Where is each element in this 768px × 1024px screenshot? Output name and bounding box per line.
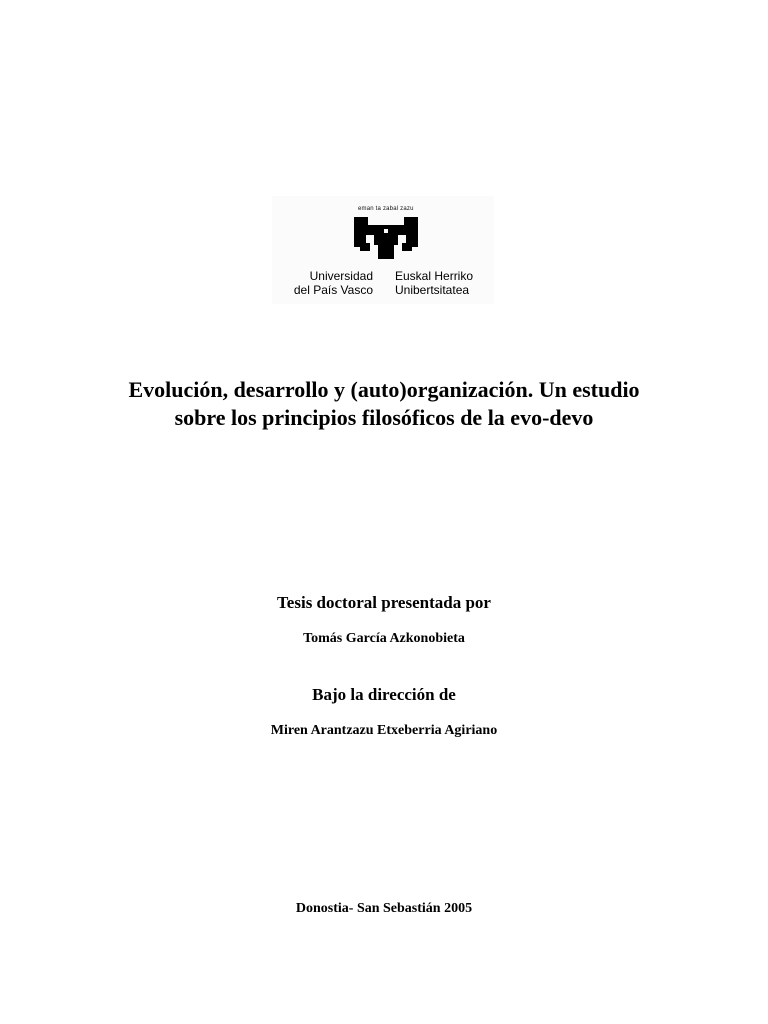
- place-and-date: Donostia- San Sebastián 2005: [295, 901, 473, 916]
- logo-name-spanish: [283, 269, 373, 297]
- thesis-title: [60, 376, 708, 432]
- logo-name-basque-line1: Euskal Herriko: [395, 269, 474, 283]
- logo-motto: eman ta zabal zazu: [358, 206, 414, 212]
- thesis-title-line1: Evolución, desarrollo y (auto)organización. Un estudio: [128, 377, 640, 402]
- logo-name-basque: [395, 269, 473, 297]
- university-logo: [272, 196, 494, 304]
- presented-by-label: Tesis doctoral presentada por: [277, 593, 491, 612]
- logo-name-spanish-line2: del País Vasco: [293, 283, 373, 297]
- thesis-title-line2: sobre los principios filosóficos de la evo-devo: [174, 405, 594, 430]
- direction-label: Bajo la dirección de: [312, 685, 456, 704]
- logo-name-spanish-line1: Universidad: [309, 269, 373, 283]
- author-name: Tomás García Azkonobieta: [303, 631, 465, 646]
- university-emblem-icon: [352, 215, 420, 261]
- director-name: Miren Arantzazu Etxeberria Agiriano: [270, 723, 498, 738]
- logo-name-basque-line2: Unibertsitatea: [395, 283, 470, 297]
